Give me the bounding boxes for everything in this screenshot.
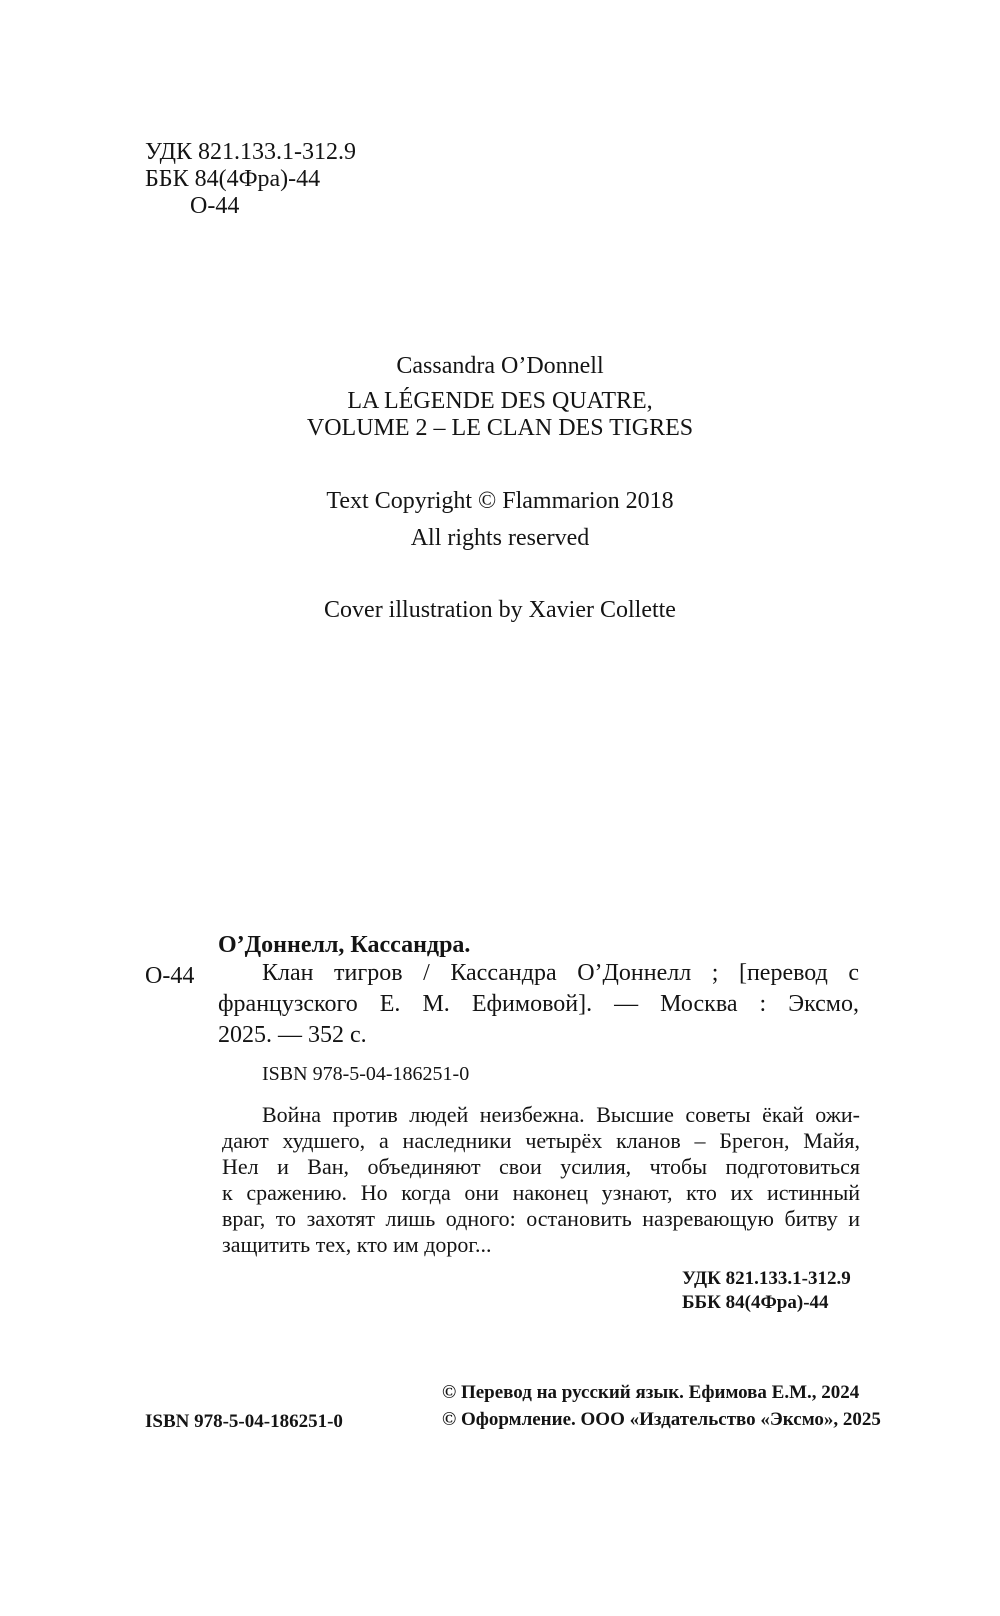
- catalog-side-mark: О-44: [145, 963, 195, 989]
- annotation-line-6: защитить тех, кто им дорог...: [222, 1232, 492, 1257]
- cover-credit: Cover illustration by Xavier Collette: [324, 597, 676, 623]
- original-author: Cassandra O’Donnell: [396, 353, 604, 379]
- copyright-design: © Оформление. ООО «Издательство «Эксмо», 2025: [442, 1409, 881, 1430]
- author-mark-top: О-44: [190, 193, 240, 219]
- bbk-code-top: ББК 84(4Фра)-44: [145, 166, 321, 192]
- annotation-line-3: Нел и Ван, объединяют свои усилия, чтобы подготовиться: [222, 1154, 860, 1179]
- footer-isbn: ISBN 978-5-04-186251-0: [145, 1411, 343, 1432]
- annotation-line-5: враг, то захотят лишь одного: остановить назревающую битву и: [222, 1206, 860, 1231]
- annotation-line-4: к сражению. Но когда они наконец узнают, кто их истинный: [222, 1180, 860, 1205]
- catalog-heading: О’Доннелл, Кассандра.: [218, 932, 471, 958]
- rights-reserved: All rights reserved: [410, 525, 590, 551]
- catalog-isbn: ISBN 978-5-04-186251-0: [262, 1063, 470, 1085]
- original-title-line-2: VOLUME 2 – LE CLAN DES TIGRES: [306, 415, 694, 441]
- catalog-description-line-1: Клан тигров / Кассандра О’Доннелл ; [перевод с: [262, 960, 859, 986]
- udk-code-bottom: УДК 821.133.1-312.9: [682, 1268, 851, 1289]
- annotation-line-2: дают худшего, а наследники четырёх кланов – Брегон, Майя,: [222, 1128, 860, 1153]
- bbk-code-bottom: ББК 84(4Фра)-44: [682, 1292, 829, 1313]
- catalog-description-line-2: французского Е. М. Ефимовой]. — Москва : Эксмо,: [218, 991, 859, 1017]
- catalog-description-line-3: 2025. — 352 с.: [218, 1022, 367, 1048]
- original-title-line-1: LA LÉGENDE DES QUATRE,: [347, 388, 653, 414]
- udk-code-top: УДК 821.133.1-312.9: [145, 139, 356, 165]
- copyright-translation: © Перевод на русский язык. Ефимова Е.М., 2024: [442, 1382, 860, 1403]
- original-copyright: Text Copyright © Flammarion 2018: [326, 488, 674, 514]
- annotation-line-1: Война против людей неизбежна. Высшие советы ёкай ожи-: [262, 1102, 860, 1127]
